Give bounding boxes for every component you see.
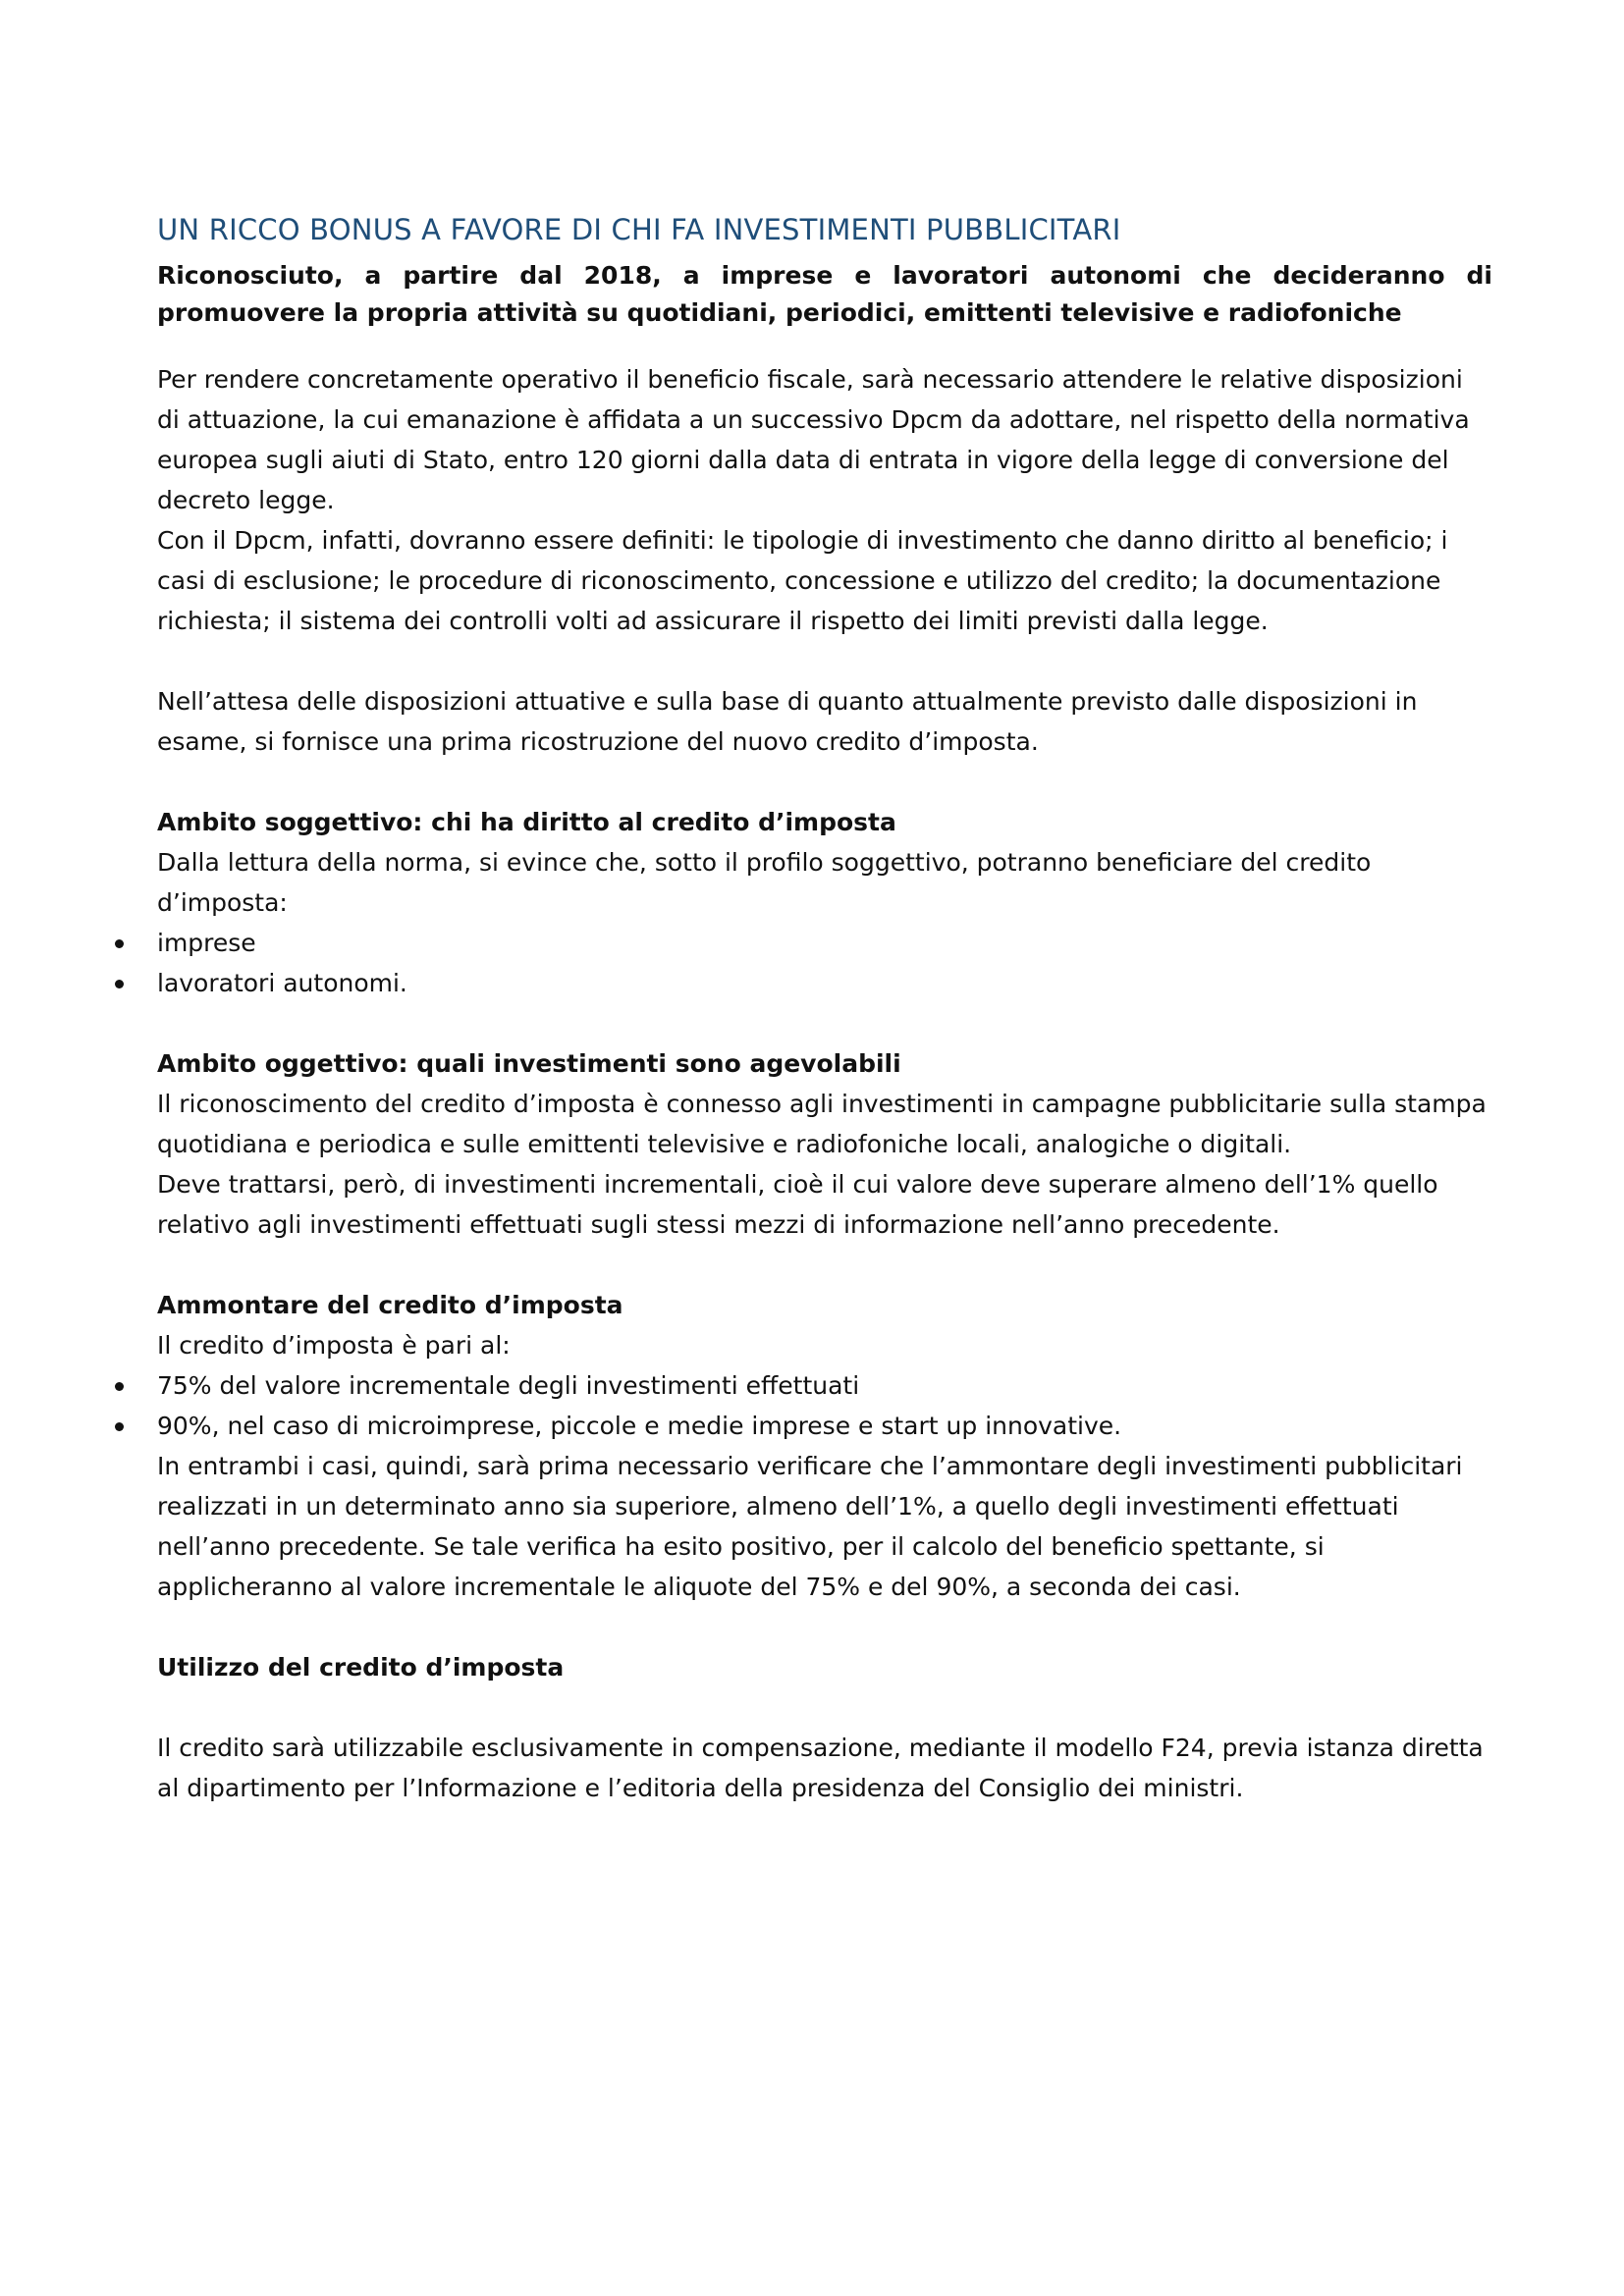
list-item-text: lavoratori autonomi. [157,969,407,997]
section-text: Il riconoscimento del credito d’imposta è connesso agli investimenti in campagne pubblicitarie sulla stampa quotidiana e periodica e sulle emittenti televisive e radiofoniche locali, analogiche o digitali. [157,1090,1487,1158]
section-heading: Ammontare del credito d’imposta [157,1291,623,1319]
spacer [157,1003,1492,1043]
list-item [157,1365,1492,1406]
spacer [157,641,1492,681]
bullet-icon [115,1382,124,1391]
list-item [157,923,1492,963]
spacer [157,1607,1492,1647]
document-subtitle: Riconosciuto, a partire dal 2018, a imprese e lavoratori autonomi che decideranno di promuovere la propria attività su quotidiani, periodici, emittenti televisive e radiofoniche [157,261,1492,327]
bullet-icon [115,1422,124,1431]
section-heading: Ambito oggettivo: quali investimenti sono agevolabili [157,1049,901,1078]
section-text: Il credito sarà utilizzabile esclusivamente in compensazione, mediante il modello F24, previa istanza diretta al dipartimento per l’Informazione e l’editoria della presidenza del Consiglio dei ministri. [157,1734,1484,1802]
list-item [157,963,1492,1003]
section-utilizzo [157,1647,1492,1808]
document-title: UN RICCO BONUS A FAVORE DI CHI FA INVESTIMENTI PUBBLICITARI [157,213,1121,246]
spacer [157,762,1492,802]
bullet-list [157,923,1492,1003]
bullet-list [157,1365,1492,1446]
list-item-text: imprese [157,929,256,957]
section-text: Deve trattarsi, però, di investimenti incrementali, cioè il cui valore deve superare almeno dell’1% quello relativo agli investimenti effettuati sugli stessi mezzi di informazione nell’anno precedente. [157,1170,1438,1239]
bullet-icon [115,939,124,948]
list-item-text: 75% del valore incrementale degli investimenti effettuati [157,1371,860,1400]
section-ambito-soggettivo [157,802,1492,1003]
spacer [157,1245,1492,1285]
section-ambito-oggettivo [157,1043,1492,1245]
intro-paragraph: Nell’attesa delle disposizioni attuative e sulla base di quanto attualmente previsto dalle disposizioni in esame, si fornisce una prima ricostruzione del nuovo credito d’imposta. [157,687,1418,756]
section-ammontare [157,1285,1492,1607]
section-heading: Utilizzo del credito d’imposta [157,1653,565,1682]
document-page [157,210,1492,1808]
section-heading: Ambito soggettivo: chi ha diritto al credito d’imposta [157,808,896,836]
bullet-icon [115,980,124,988]
list-item-text: 90%, nel caso di microimprese, piccole e medie imprese e start up innovative. [157,1412,1122,1440]
spacer [157,1687,1492,1728]
list-item [157,1406,1492,1446]
section-text: Dalla lettura della norma, si evince che, sotto il profilo soggettivo, potranno beneficiare del credito d’imposta: [157,848,1372,917]
section-text: Il credito d’imposta è pari al: [157,1331,511,1360]
section-text: In entrambi i casi, quindi, sarà prima necessario verificare che l’ammontare degli investimenti pubblicitari realizzati in un determinato anno sia superiore, almeno dell’1%, a quello degli investimenti effettuati nell’anno precedente. Se tale verifica ha esito positivo, per il calcolo del beneficio spettante, si applicheranno al valore incrementale le aliquote del 75% e del 90%, a seconda dei casi. [157,1452,1463,1601]
intro-paragraph: Con il Dpcm, infatti, dovranno essere definiti: le tipologie di investimento che danno diritto al beneficio; i casi di esclusione; le procedure di riconoscimento, concessione e utilizzo del credito; la documentazione richiesta; il sistema dei controlli volti ad assicurare il rispetto dei limiti previsti dalla legge. [157,526,1448,635]
intro-paragraph: Per rendere concretamente operativo il beneficio fiscale, sarà necessario attendere le relative disposizioni di attuazione, la cui emanazione è affidata a un successivo Dpcm da adottare, nel rispetto della normativa europea sugli aiuti di Stato, entro 120 giorni dalla data di entrata in vigore della legge di conversione del decreto legge. [157,365,1470,514]
